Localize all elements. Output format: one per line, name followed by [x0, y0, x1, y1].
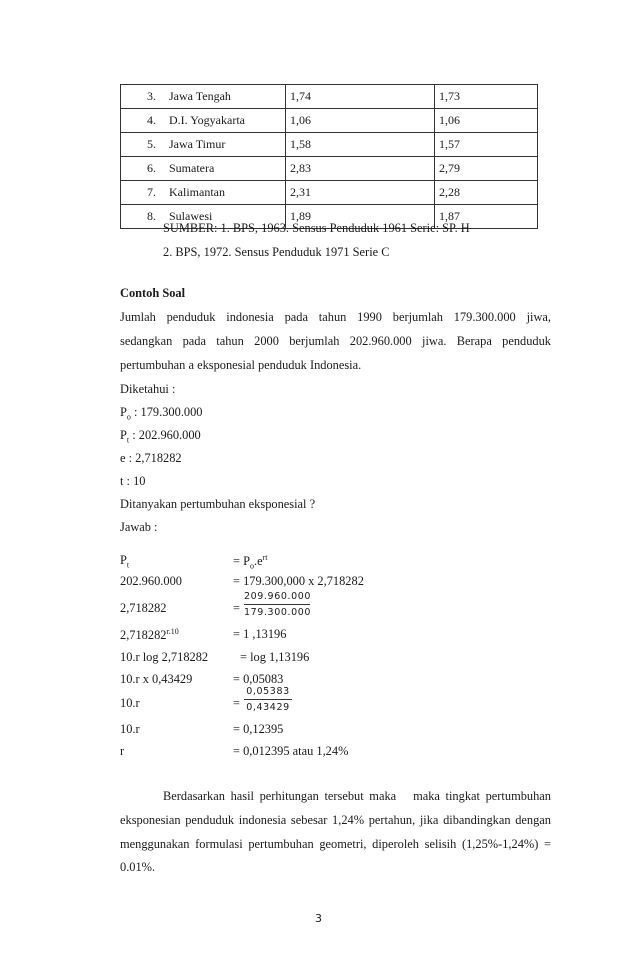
calc-row-8-right: = 0,12395 — [233, 722, 284, 736]
table-row — [121, 133, 538, 157]
fraction-numerator: 0,05383 — [246, 686, 290, 697]
asked-line: Ditanyakan pertumbuhan eksponesial ? — [120, 497, 316, 511]
calc-row-5-left: 10.r log 2,718282 — [120, 650, 209, 664]
calc-row-4-left: $2,718282^{r.10}$ — [120, 627, 179, 643]
row-number: 3. — [147, 89, 156, 103]
value-1971-cell: 1,57 — [435, 133, 538, 157]
example-paragraph-line-1: Jumlah penduduk indonesia pada tahun 1990 berjumlah 179.300.000 jiwa, — [120, 310, 551, 324]
fraction-bar — [244, 699, 292, 700]
calc-row-9-left: r — [120, 744, 125, 758]
source-line-1: SUMBER: 1. BPS, 1963. Sensus Penduduk 1961 Serie: SP. H — [163, 221, 470, 235]
known-t: t : 10 — [120, 474, 146, 488]
row-number: 4. — [147, 113, 156, 127]
calc-row-3-eq: = — [233, 601, 240, 615]
table-row — [121, 109, 538, 133]
calc-row-6-right: = 0,05083 — [233, 672, 284, 686]
known-po: $P_o$ : 179.300.000 — [120, 405, 203, 422]
calc-row-7-fraction — [244, 686, 292, 713]
table-row — [121, 157, 538, 181]
calc-row-8-left: 10.r — [120, 722, 140, 736]
row-number: 7. — [147, 185, 156, 199]
region-cell — [121, 181, 286, 205]
fraction-numerator: 209.960.000 — [244, 591, 312, 602]
row-number: 5. — [147, 137, 156, 151]
value-1971-cell: 1,87 — [435, 205, 538, 229]
region-name: D.I. Yogyakarta — [169, 113, 245, 127]
fraction-denominator: 179.300.000 — [244, 607, 312, 618]
calc-row-2-left: 202.960.000 — [120, 574, 182, 588]
region-name: Jawa Tengah — [169, 89, 231, 103]
calc-row-2-right: = 179.300,000 x 2,718282 — [233, 574, 364, 588]
value-1971-cell: 2,79 — [435, 157, 538, 181]
calc-row-1-left: $P_t$ — [120, 553, 130, 570]
region-cell — [121, 157, 286, 181]
value-1971-cell: 2,28 — [435, 181, 538, 205]
row-number: 6. — [147, 161, 156, 175]
example-paragraph-line-2: sedangkan pada tahun 2000 berjumlah 202.960.000 jiwa. Berapa penduduk — [120, 334, 551, 348]
value-1961-cell: 1,06 — [286, 109, 435, 133]
region-name: Sulawesi — [169, 209, 213, 223]
fraction-denominator: 0,43429 — [246, 702, 290, 713]
region-name: Sumatera — [169, 161, 215, 175]
calc-row-6-left: 10.r x 0,43429 — [120, 672, 193, 686]
table-row — [121, 181, 538, 205]
value-1971-cell: 1,73 — [435, 85, 538, 109]
value-1961-cell: 1,89 — [286, 205, 435, 229]
conclusion-line-1: Berdasarkan hasil perhitungan tersebut maka maka tingkat pertumbuhan — [163, 789, 551, 803]
calc-row-3-fraction — [244, 591, 310, 618]
known-pt: $P_t$ : 202.960.000 — [120, 428, 201, 445]
value-1961-cell: 1,74 — [286, 85, 435, 109]
conclusion-line-3: menggunakan formulasi pertumbuhan geometri, diperoleh selisih (1,25%-1,24%) = — [120, 837, 551, 851]
value-1961-cell: 1,58 — [286, 133, 435, 157]
region-name: Jawa Timur — [169, 137, 226, 151]
answer-label: Jawab : — [120, 520, 158, 534]
value-1961-cell: 2,83 — [286, 157, 435, 181]
calc-row-5-right: = log 1,13196 — [240, 650, 310, 664]
population-growth-table — [120, 84, 538, 229]
source-line-2: 2. BPS, 1972. Sensus Penduduk 1971 Serie C — [163, 245, 390, 259]
table-row — [121, 85, 538, 109]
calc-row-3-left: 2,718282 — [120, 601, 167, 615]
region-cell — [121, 109, 286, 133]
value-1971-cell: 1,06 — [435, 109, 538, 133]
calc-row-7-left: 10.r — [120, 696, 140, 710]
example-paragraph-line-3: pertumbuhan a eksponesial penduduk Indonesia. — [120, 358, 362, 372]
calc-row-4-right: = 1 ,13196 — [233, 627, 287, 641]
row-number: 8. — [147, 209, 156, 223]
calc-row-7-eq: = — [233, 696, 240, 710]
region-cell — [121, 85, 286, 109]
page-number: 3 — [315, 912, 322, 925]
calc-row-9-right: = 0,012395 atau 1,24% — [233, 744, 349, 758]
region-name: Kalimantan — [169, 185, 225, 199]
example-heading: Contoh Soal — [120, 286, 186, 300]
fraction-bar — [244, 604, 310, 605]
conclusion-line-4: 0.01%. — [120, 860, 156, 874]
region-cell — [121, 133, 286, 157]
known-label: Diketahui : — [120, 382, 176, 396]
known-e: e : 2,718282 — [120, 451, 182, 465]
conclusion-line-2: eksponesian penduduk indonesia sebesar 1,24% pertahun, jika dibandingkan dengan — [120, 813, 551, 827]
calc-row-1-right: = $P_o.e^{rt}$ — [233, 553, 268, 571]
value-1961-cell: 2,31 — [286, 181, 435, 205]
